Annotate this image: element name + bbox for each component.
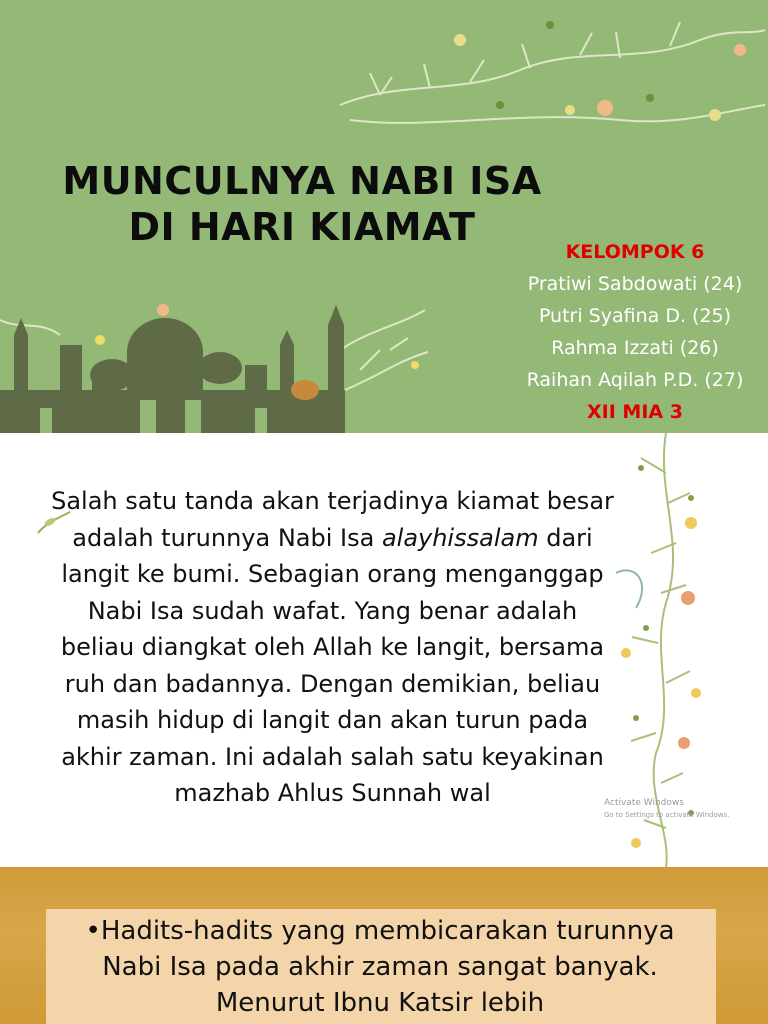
watermark-title: Activate Windows	[604, 798, 684, 808]
body-paragraph	[50, 483, 615, 812]
hadith-slide	[0, 867, 768, 1024]
bullet-paragraph: •Hadits-hadits yang membicarakan turunnya Nabi Isa pada akhir zaman sangat banyak. Menurut Ibnu Katsir lebih	[85, 916, 675, 1018]
title-line-1: MUNCULNYA NABI ISA	[62, 159, 542, 203]
watermark-subtitle: Go to Settings to activate Windows.	[604, 811, 730, 819]
group-label: KELOMPOK 6	[565, 241, 705, 263]
member-item: Pratiwi Sabdowati (24)	[527, 273, 743, 295]
floral-vine-decoration-icon	[320, 10, 768, 140]
content-slide	[0, 433, 768, 867]
title-line-2: DI HARI KIAMAT	[128, 205, 476, 249]
member-item: Putri Syafina D. (25)	[538, 305, 732, 327]
activate-windows-watermark	[604, 797, 764, 821]
mosque-silhouette-icon	[0, 290, 430, 433]
title-slide	[0, 0, 768, 433]
group-info	[495, 236, 768, 428]
member-item: Rahma Izzati (26)	[551, 337, 719, 359]
body-text-end: dari langit ke bumi. Sebagian orang menganggap Nabi Isa sudah wafat. Yang benar adalah beliau diangkat oleh Allah ke langit, bersama ruh dan badannya. Dengan demikian, beliau masih hidup di langit dan akan turun pada akhir zaman. Ini adalah salah satu keyakinan mazhab Ahlus Sunnah wal	[60, 523, 605, 807]
member-item: Raihan Aqilah P.D. (27)	[526, 369, 744, 391]
leaf-icon	[36, 508, 72, 538]
class-label: XII MIA 3	[587, 401, 683, 423]
body-text-italic: alayhissalam	[381, 523, 539, 552]
body-text-start: Salah satu tanda akan terjadinya kiamat besar adalah turunnya Nabi Isa	[51, 487, 614, 552]
